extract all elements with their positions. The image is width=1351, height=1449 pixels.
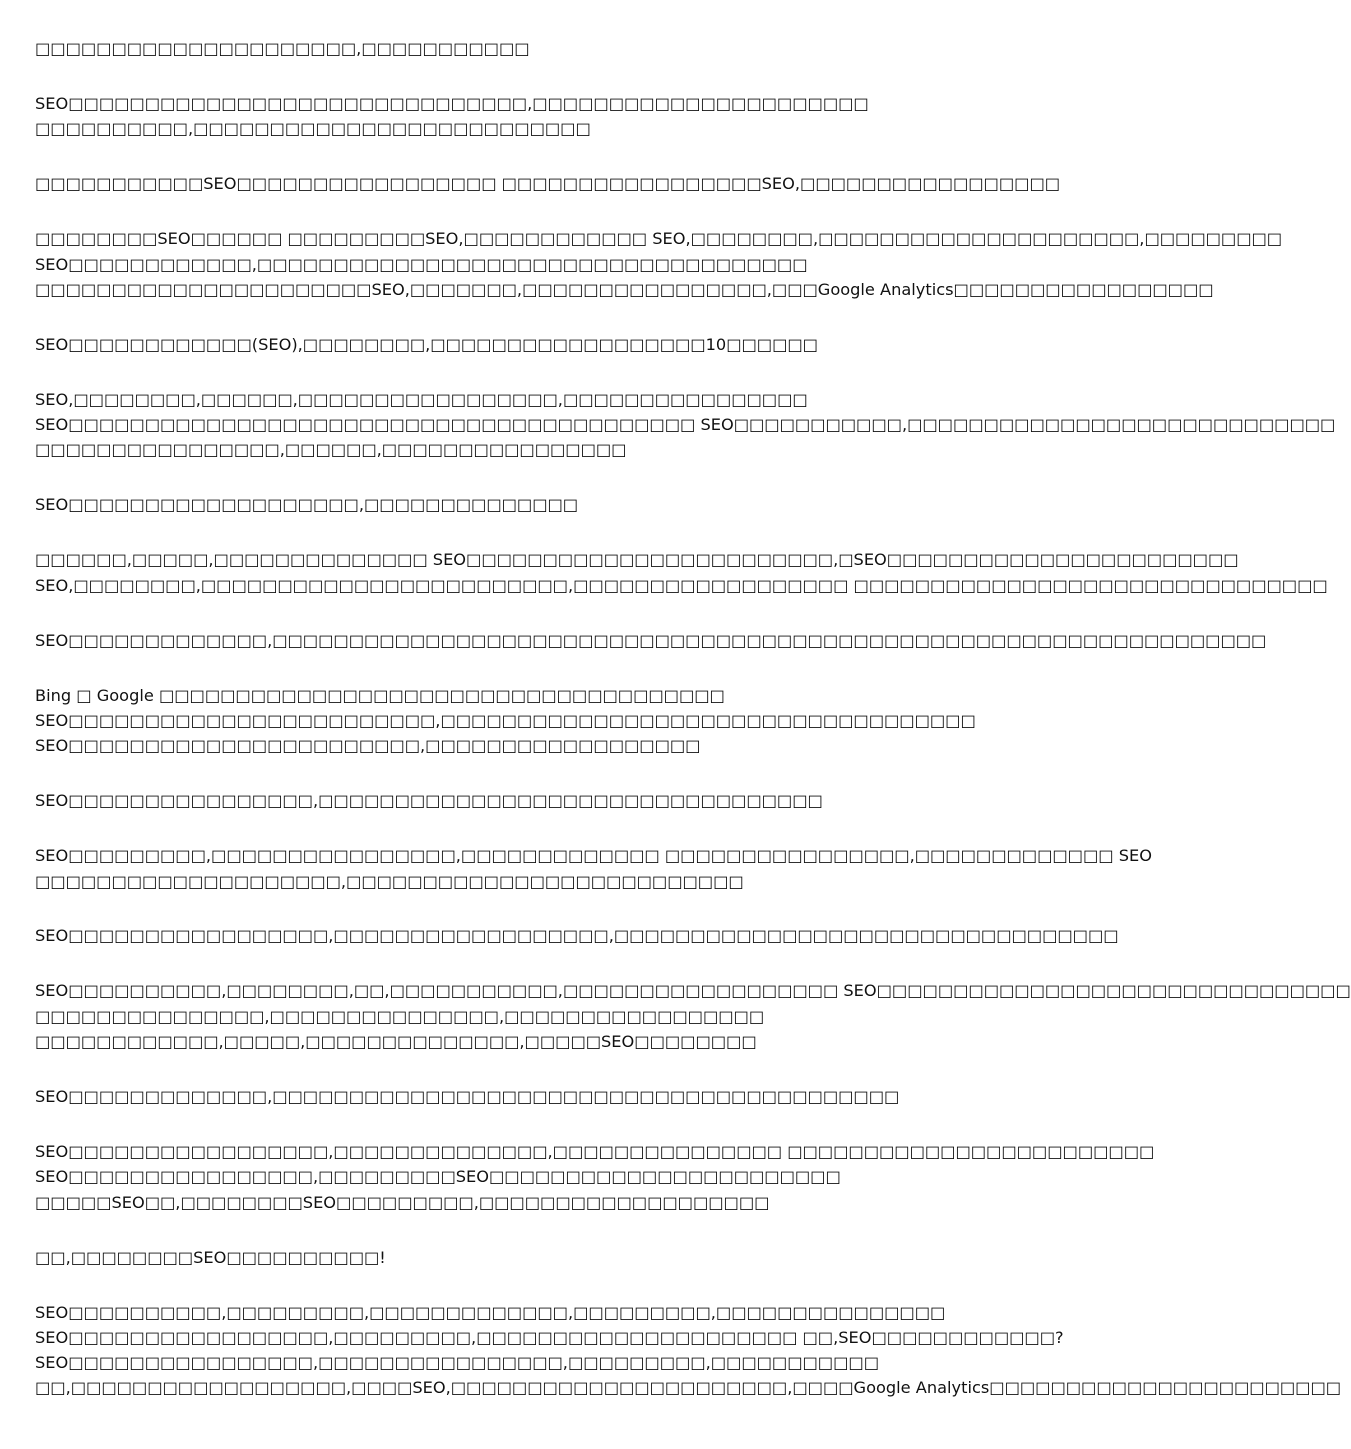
- paragraph: [35, 547, 1328, 598]
- text-line: SEO□□□□□□□□□□□□□□□□,□□□□□□□□□SEO□□□□□□□□□□□□□□□□□□□□□□□: [35, 1167, 841, 1187]
- paragraph: [35, 171, 1061, 196]
- paragraph: [35, 843, 1152, 894]
- text-line: □□□□□□□□□□□□□□□□□□□□□,□□□□□□□□□□□: [35, 39, 530, 58]
- paragraph: [35, 1245, 995, 1270]
- paragraph: [35, 978, 1351, 1054]
- paragraph: [35, 226, 1283, 302]
- paragraph: [35, 1084, 995, 1109]
- text-line: □□□□□□□□SEO□□□□□□ □□□□□□□□□SEO,□□□□□□□□□□□□ SEO,□□□□□□□□,□□□□□□□□□□□□□□□□□□□□□,□□□□□□□□□: [35, 229, 1283, 249]
- paragraph: [35, 1300, 1342, 1401]
- paragraph: [35, 1139, 1155, 1215]
- text-line: SEO□□□□□□□□□□□□□□□□□□□,□□□□□□□□□□□□□□: [35, 495, 579, 515]
- text-line: SEO□□□□□□□□□□□□□□□□,□□□□□□□□□□□□□□□□,□□□□□□□□□,□□□□□□□□□□□: [35, 1353, 879, 1373]
- paragraph: [35, 387, 1336, 463]
- text-line: □□□□□□□□□□□□□□□□,□□□□□□,□□□□□□□□□□□□□□□□: [35, 440, 627, 460]
- text-line: □□,□□□□□□□□□□□□□□□□□□,□□□□SEO,□□□□□□□□□□□□□□□□□□□□□□,□□□□Google Analytics□□□□□□□□□□□□□□□□□□□□□□□: [35, 1378, 1342, 1398]
- text-line: □□□□□□□□□□□□□□□,□□□□□□□□□□□□□□□,□□□□□□□□□□□□□□□□□: [35, 1006, 765, 1026]
- text-line: SEO□□□□□□□□□□,□□□□□□□□,□□,□□□□□□□□□□□,□□□□□□□□□□□□□□□□□□ SEO□□□□□□□□□□□□□□□□□□□□□□□□□□□□□□□: [35, 981, 1351, 1001]
- text-line: SEO□□□□□□□□□□□□□□□□□□□□□□□□□□□□□□,□□□□□□□□□□□□□□□□□□□□□□: [35, 93, 869, 113]
- text-line: SEO□□□□□□□□□□□□(SEO),□□□□□□□□,□□□□□□□□□□□□□□□□□□10□□□□□□: [35, 334, 818, 354]
- text-line: SEO□□□□□□□□□□□□,□□□□□□□□□□□□□□□□□□□□□□□□□□□□□□□□□□□□: [35, 254, 808, 274]
- paragraph: [35, 683, 995, 759]
- text-line: □□□□□□□□□□□□□□□□□□□□□□SEO,□□□□□□□,□□□□□□□□□□□□□□□□,□□□Google Analytics□□□□□□□□□□□□□□□□□: [35, 279, 1214, 299]
- text-line: □□,□□□□□□□□SEO□□□□□□□□□□!: [35, 1247, 386, 1267]
- text-line: □□□□□□□□□□□□□□□□□□□□,□□□□□□□□□□□□□□□□□□□□□□□□□□: [35, 871, 744, 891]
- paragraph: [35, 492, 995, 517]
- text-line: □□□□□□□□□□□□,□□□□□,□□□□□□□□□□□□□□,□□□□□SEO□□□□□□□□: [35, 1032, 757, 1052]
- text-line: □□□□□□□□□□□SEO□□□□□□□□□□□□□□□□□ □□□□□□□□□□□□□□□□□SEO,□□□□□□□□□□□□□□□□□: [35, 174, 1061, 194]
- paragraph: [35, 91, 995, 142]
- text-line: SEO□□□□□□□□□□□□□□□□,□□□□□□□□□□□□□□□□□□□□□□□□□□□□□□□□□: [35, 791, 823, 811]
- text-line: SEO□□□□□□□□□□□□□□□□□□□□□□□□□□□□□□□□□□□□□□□□□ SEO□□□□□□□□□□□,□□□□□□□□□□□□□□□□□□□□□□□□□□□□: [35, 415, 1336, 435]
- document-body: [35, 36, 1351, 1401]
- text-line: SEO□□□□□□□□□□,□□□□□□□□□,□□□□□□□□□□□□□,□□□□□□□□□,□□□□□□□□□□□□□□□: [35, 1302, 946, 1322]
- text-line: SEO,□□□□□□□□,□□□□□□□□□□□□□□□□□□□□□□□□,□□□□□□□□□□□□□□□□□□ □□□□□□□□□□□□□□□□□□□□□□□□□□□□□□□: [35, 575, 1328, 595]
- text-line: SEO□□□□□□□□□□□□□□□□□□□□□□□□,□□□□□□□□□□□□□□□□□□□□□□□□□□□□□□□□□□□: [35, 710, 976, 730]
- text-line: SEO□□□□□□□□□□□□□,□□□□□□□□□□□□□□□□□□□□□□□□□□□□□□□□□□□□□□□□□: [35, 1087, 900, 1107]
- text-line: □□□□□SEO□□,□□□□□□□□SEO□□□□□□□□□,□□□□□□□□□□□□□□□□□□□: [35, 1192, 770, 1212]
- text-line: SEO□□□□□□□□□□□□□,□□□□□□□□□□□□□□□□□□□□□□□□□□□□□□□□□□□□□□□□□□□□□□□□□□□□□□□□□□□□□□□□□: [35, 630, 1267, 650]
- text-line: SEO□□□□□□□□□□□□□□□□□,□□□□□□□□□□□□□□,□□□□□□□□□□□□□□□ □□□□□□□□□□□□□□□□□□□□□□□□: [35, 1142, 1155, 1162]
- paragraph: [35, 332, 995, 357]
- text-line: SEO□□□□□□□□□□□□□□□□□,□□□□□□□□□,□□□□□□□□□□□□□□□□□□□□□ □□,SEO□□□□□□□□□□□□?: [35, 1327, 1064, 1347]
- paragraph: [35, 36, 995, 61]
- text-line: SEO□□□□□□□□□,□□□□□□□□□□□□□□□□,□□□□□□□□□□□□□ □□□□□□□□□□□□□□□□,□□□□□□□□□□□□□ SEO: [35, 846, 1152, 866]
- text-line: □□□□□□□□□□,□□□□□□□□□□□□□□□□□□□□□□□□□□: [35, 119, 591, 139]
- paragraph: [35, 788, 995, 813]
- text-line: SEO,□□□□□□□□,□□□□□□,□□□□□□□□□□□□□□□□□,□□□□□□□□□□□□□□□□: [35, 389, 808, 409]
- text-line: Bing □ Google □□□□□□□□□□□□□□□□□□□□□□□□□□□□□□□□□□□□□: [35, 685, 725, 705]
- text-line: □□□□□□,□□□□□,□□□□□□□□□□□□□□ SEO□□□□□□□□□□□□□□□□□□□□□□□□,□SEO□□□□□□□□□□□□□□□□□□□□□□□: [35, 550, 1239, 570]
- text-line: SEO□□□□□□□□□□□□□□□□□,□□□□□□□□□□□□□□□□□□,□□□□□□□□□□□□□□□□□□□□□□□□□□□□□□□□□: [35, 926, 1119, 946]
- paragraph: [35, 628, 1267, 653]
- paragraph: [35, 923, 1119, 948]
- text-line: SEO□□□□□□□□□□□□□□□□□□□□□□□,□□□□□□□□□□□□□□□□□□: [35, 736, 701, 756]
